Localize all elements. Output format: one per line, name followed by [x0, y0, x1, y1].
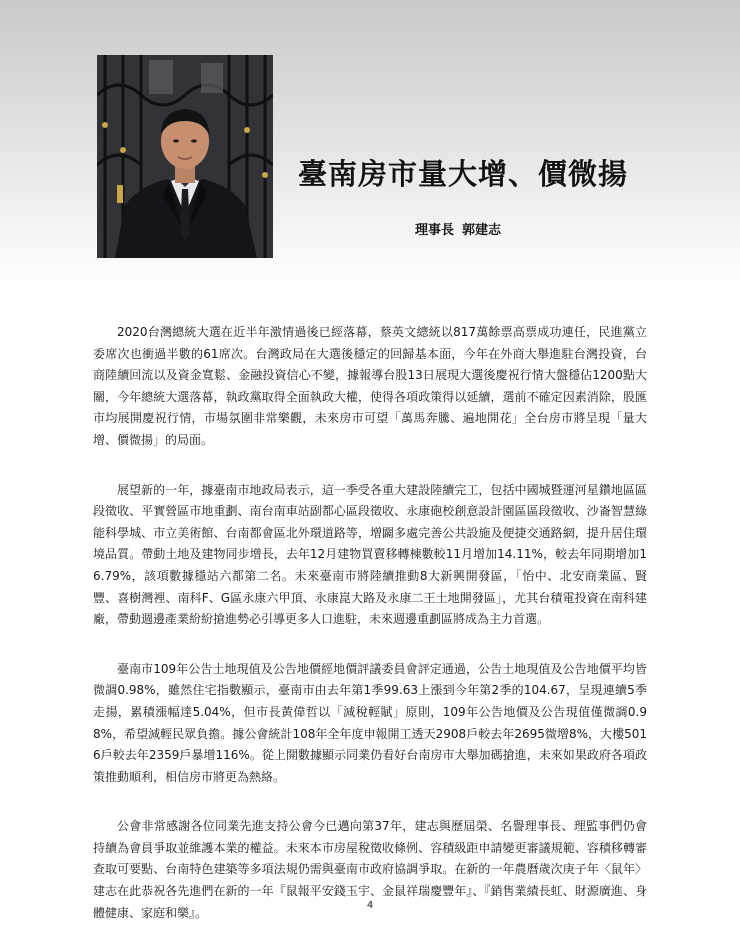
paragraph-1: 2020台灣總統大選在近半年激情過後已經落幕，蔡英文總統以817萬餘票高票成功連任，民進黨立委席次也衝過半數的61席次。台灣政局在大選後穩定的回歸基本面，今年在外商大舉進駐台灣投資，台商陸續回流以及資金寬鬆、金融投資信心不變，據報導台股13日展現大選後慶祝行情大盤穩佔1200點大關，今年總統大選落幕，執政黨取得全面執政大權，使得各項政策得以延續，選前不確定因素消除，股匯市均展開慶祝行情，市場氛圍非常樂觀，未來房市可望「萬馬奔騰、遍地開花」全台房市將呈現「量大增、價微揚」的局面。 [93, 325, 647, 447]
article-body [93, 322, 647, 952]
page-number: 4 [366, 900, 374, 911]
author-name: 郭建志 [462, 223, 502, 238]
article-title: 臺南房市量大增、價微揚 [298, 157, 629, 191]
author-byline [415, 219, 501, 238]
portrait-image [97, 55, 273, 258]
author-role: 理事長 [415, 223, 455, 238]
paragraph-4: 公會非常感謝各位同業先進支持公會今已邁向第37年，建志與歷屆榮、名譽理事長、理監事們仍會持續為會員爭取並維護本業的權益。未來本市房屋稅徵收條例、容積級距申請變更審議規範、容積移轉審查取可要點、台南特色建築等多項法規仍需與臺南市政府協調爭取。在新的一年農曆歲次庚子年〈鼠年〉建志在此恭祝各先進們在新的一年『鼠報平安錢玉宇、金鼠祥瑞慶豐年』、『銷售業績長虹、財源廣進、身體健康、家庭和樂』。 [93, 819, 647, 920]
paragraph-3: 臺南市109年公告土地現值及公告地價經地價評議委員會評定通過，公告土地現值及公告地價平均皆微調0.98%，雖然住宅指數顯示，臺南市由去年第1季99.63上漲到今年第2季的104.67，呈現連續5季走揚，累積漲幅達5.04%，但市長黃偉哲以「減稅輕賦」原則，109年公告地價及公告現值僅微調0.98%，希望減輕民眾負擔。據公會統計108年全年度申報開工透天2908戶較去年2695微增8%，大樓5016戶較去年2359戶暴增116%。從上開數據顯示同業仍看好台南房市大舉加碼搶進，未來如果政府各項政策推動順利，相信房市將更為熱絡。 [93, 661, 647, 784]
author-photo [97, 55, 273, 258]
paragraph-2: 展望新的一年，據臺南市地政局表示，這一季受各重大建設陸續完工，包括中國城暨運河星鑽地區區段徵收、平實營區市地重劃、南台南車站副都心區段徵收、永康砲校創意設計園區區段徵收、沙崙智慧綠能科學城、市立美術館、台南都會區北外環道路等，增闢多處完善公共設施及便捷交通路網，提升居住環境品質。帶動土地及建物同步增長，去年12月建物買賣移轉棟數較11月增加14.11%，較去年同期增加16.79%，該項數據穩站六都第二名。未來臺南市將陸續推動8大新興開發區，「怡中、北安商業區、賢豐、喜樹灣裡、南科F、G區永康六甲頂、永康崑大路及永康二王土地開發區」，尤其台積電投資在南科建廠，帶動週邊產業紛紛搶進勢必引導更多人口進駐，未來週邊重劃區將成為主力首選。 [93, 482, 647, 627]
